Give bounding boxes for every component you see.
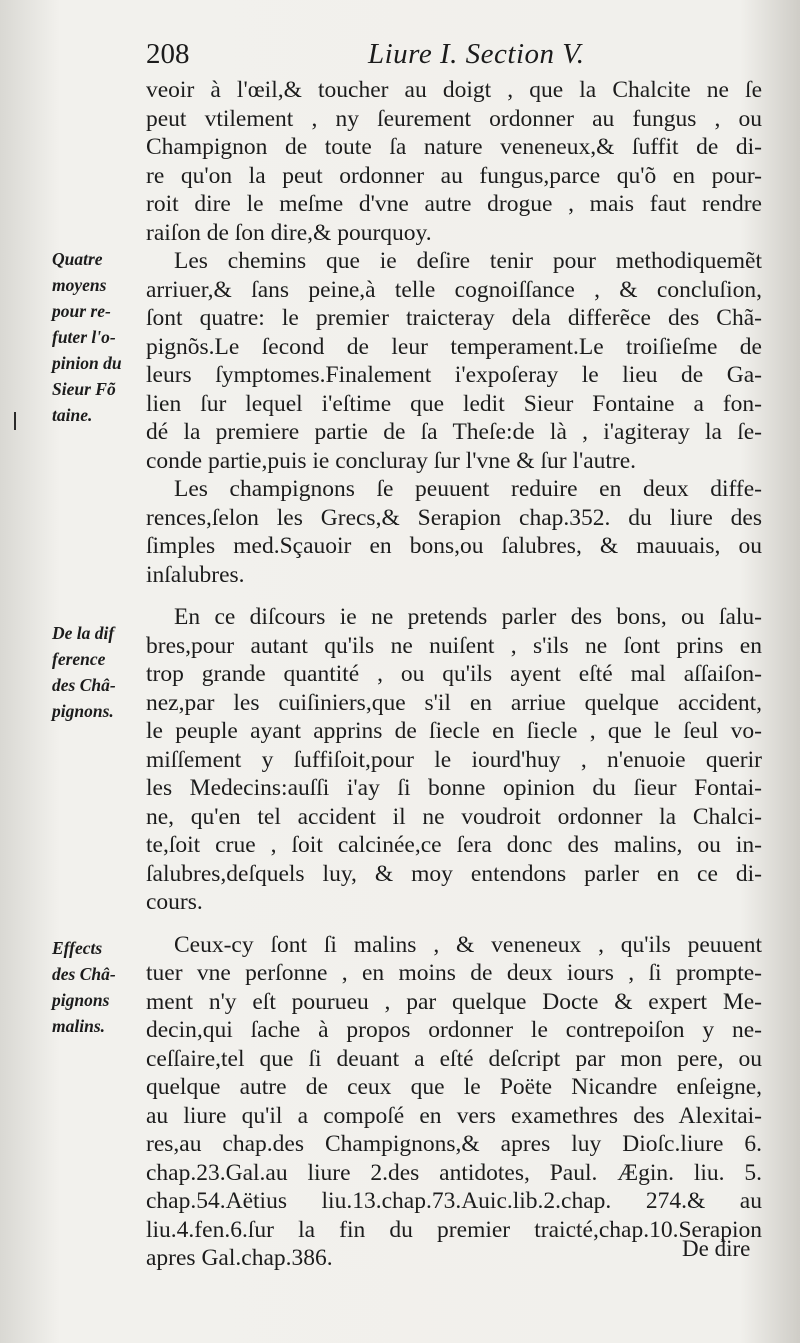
- note-line: ference: [52, 649, 106, 669]
- text-line: les Medecins:auſſi i'ay ſi bonne opinion du ſieur Fontai-: [146, 775, 762, 801]
- note-line: Sieur Fõ: [52, 379, 116, 399]
- text-line: trop grande quantité , ou qu'ils ayent eſté mal aſſaiſon-: [146, 661, 762, 687]
- text-line: decin,qui ſache à propos ordonner le contrepoiſon y ne-: [146, 1017, 762, 1043]
- text-line: veoir à l'œil,& toucher au doigt , que la Chalcite ne ſe: [146, 77, 762, 103]
- text-line: inſalubres.: [146, 561, 245, 588]
- text-line: Ceux-cy ſont ſi malins , & veneneux , qu'ils peuuent: [174, 931, 762, 958]
- page-number: 208: [146, 38, 190, 70]
- text-line: ſalubres,deſquels luy, & moy entendons parler en ce di-: [146, 860, 762, 887]
- text-line: tuer vne perſonne , en moins de deux iours , ſi prompte-: [146, 960, 762, 986]
- text-line: leurs ſymptomes.Finalement i'expoſeray le lieu de Ga-: [146, 362, 762, 388]
- note-line: pignons: [52, 990, 110, 1010]
- margin-notes: [0, 0, 150, 1343]
- text-line: ſimples med.Sçauoir en bons,ou ſalubres, & mauuais, ou: [146, 533, 762, 559]
- text-line: Champignon de toute ſa nature veneneux,& ſuffit de di-: [146, 134, 762, 160]
- text-line: te,ſoit crue , ſoit calcinée,ce ſera donc des malins, ou in-: [146, 832, 762, 858]
- page-header: [146, 38, 766, 78]
- text-line: Les champignons ſe peuuent reduire en deux diffe-: [174, 476, 762, 502]
- text-line: apres Gal.chap.386.: [146, 1245, 333, 1271]
- text-line: rences,ſelon les Grecs,& Serapion chap.352. du liure des: [146, 504, 762, 531]
- text-line: Les chemins que ie deſire tenir pour methodiquemẽt: [174, 248, 762, 274]
- note-line: pinion du: [52, 353, 122, 373]
- note-line: malins.: [52, 1016, 106, 1036]
- text-line: ceſſaire,tel que ſi deuant a eſté deſcript par mon pere, ou: [146, 1045, 762, 1072]
- text-line: peut vtilement , ny ſeurement ordonner au fungus , ou: [146, 105, 762, 132]
- text-line: ment n'y eſt pourueu , par quelque Docte & expert Me-: [146, 988, 762, 1015]
- text-line: re qu'on la peut ordonner au fungus,parce qu'õ en pour-: [146, 162, 762, 189]
- margin-note-effects: [52, 935, 152, 1039]
- text-line: cours.: [146, 889, 203, 915]
- note-line: moyens: [52, 275, 107, 295]
- text-line: chap.23.Gal.au liure 2.des antidotes, Paul. Ægin. liu. 5.: [146, 1159, 762, 1186]
- text-line: le peuple ayant apprins de ſiecle en ſiecle , que le ſeul vo-: [146, 718, 762, 744]
- text-line: pignõs.Le ſecond de leur temperament.Le troiſieſme de: [146, 333, 762, 360]
- text-line: ne, qu'en tel accident il ne voudroit ordonner la Chalci-: [146, 803, 762, 830]
- paragraph: [146, 475, 762, 589]
- paragraph: [146, 76, 762, 247]
- text-line: roit dire le meſme d'vne autre drogue , mais faut rendre: [146, 191, 762, 217]
- running-title: Liure I. Section V.: [368, 38, 585, 70]
- text-line: miſſement y ſuffiſoit,pour le iourd'huy , n'enuoie querir: [146, 746, 762, 773]
- text-line: liu.4.fen.6.ſur la fin du premier traicté,chap.10.Serapion: [146, 1216, 762, 1243]
- note-line: pignons.: [52, 701, 114, 721]
- note-line: De la dif: [52, 623, 115, 643]
- paragraph-gap: [146, 917, 762, 931]
- note-line: taine.: [52, 405, 93, 425]
- note-line: Effects: [52, 938, 103, 958]
- text-line: arriuer,& ſans peine,à telle cognoiſſance , & concluſion,: [146, 276, 762, 303]
- text-line: au liure qu'il a compoſé en vers examethres des Alexitai-: [146, 1102, 762, 1129]
- text-line: chap.54.Aëtius liu.13.chap.73.Auic.lib.2.chap. 274.& au: [146, 1188, 762, 1214]
- text-line: lien ſur lequel i'eſtime que ledit Sieur Fontaine a fon-: [146, 390, 762, 417]
- text-line: raiſon de ſon dire,& pourquoy.: [146, 219, 432, 246]
- body-text: [146, 76, 762, 1273]
- catchword: De dire: [682, 1236, 751, 1261]
- margin-note-difference: [52, 620, 152, 724]
- note-line: des Châ-: [52, 964, 116, 984]
- text-line: conde partie,puis ie concluray ſur l'vne & ſur l'autre.: [146, 447, 637, 474]
- text-line: nez,par les cuiſiniers,que s'il en arriue quelque accident,: [146, 689, 762, 716]
- text-line: res,au chap.des Champignons,& apres luy Dioſc.liure 6.: [146, 1131, 762, 1157]
- text-line: dé la premiere partie de ſa Theſe:de là , i'agiteray la ſe-: [146, 419, 762, 445]
- paragraph-gap: [146, 589, 762, 603]
- margin-note-quatre-moyens: [52, 246, 152, 428]
- text-line: ſont quatre: le premier traicteray dela differẽce des Chã-: [146, 305, 762, 331]
- note-line: Quatre: [52, 249, 103, 269]
- paragraph: [146, 247, 762, 475]
- text-line: bres,pour autant qu'ils ne nuiſent , s'ils ne ſont prins en: [146, 632, 762, 659]
- note-line: futer l'o-: [52, 327, 116, 347]
- note-line: pour re-: [52, 301, 111, 321]
- paragraph: [146, 931, 762, 1273]
- note-line: des Châ-: [52, 675, 116, 695]
- margin-mark: [14, 412, 16, 430]
- text-line: En ce diſcours ie ne pretends parler des bons, ou ſalu-: [174, 604, 762, 630]
- text-line: quelque autre de ceux que le Poëte Nicandre enſeigne,: [146, 1074, 762, 1100]
- paragraph: [146, 603, 762, 917]
